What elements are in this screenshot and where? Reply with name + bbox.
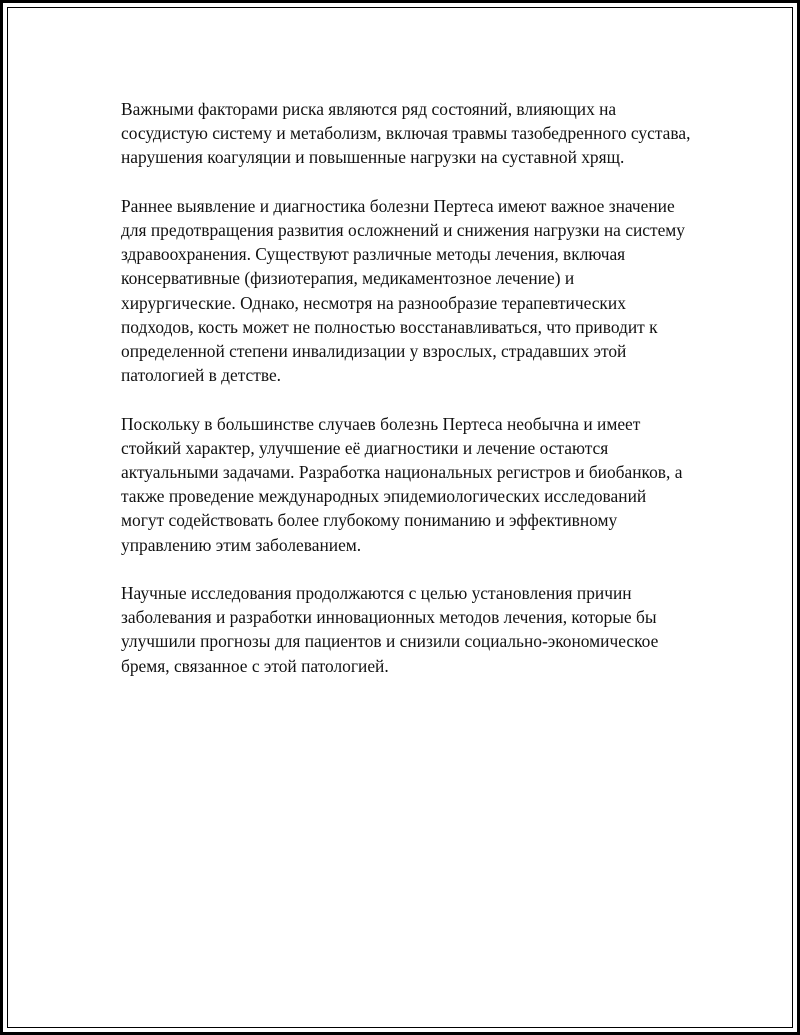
paragraph-risk-factors: Важными факторами риска являются ряд состояний, влияющих на сосудистую систему и метаболизм, включая травмы тазобедренного сустава, нарушения коагуляции и повышенные нагрузки на суставной хрящ. <box>121 99 691 168</box>
document-body <box>121 97 691 702</box>
paragraph-research: Научные исследования продолжаются с целью установления причин заболевания и разработки инновационных методов лечения, которые бы улучшили прогнозы для пациентов и снизили социально-экономическое бремя, связанное с этой патологией. <box>121 583 659 676</box>
paragraph-early-diagnosis: Раннее выявление и диагностика болезни Пертеса имеют важное значение для предотвращения развития осложнений и снижения нагрузки на систему здравоохранения. Существуют различные методы лечения, включая консервативные (физиотерапия, медикаментозное лечение) и хирургические. Однако, несмотря на разнообразие терапевтических подходов, кость может не полностью восстанавливаться, что приводит к определенной степени инвалидизации у взрослых, страдавших этой патологией в детстве. <box>121 195 686 386</box>
paragraph-registries: Поскольку в большинстве случаев болезнь Пертеса необычна и имеет стойкий характер, улучшение её диагностики и лечение остаются актуальными задачами. Разработка национальных регистров и биобанков, а также проведение международных эпидемиологических исследований могут содействовать более глубокому пониманию и эффективному управлению этим заболеванием. <box>121 413 683 555</box>
